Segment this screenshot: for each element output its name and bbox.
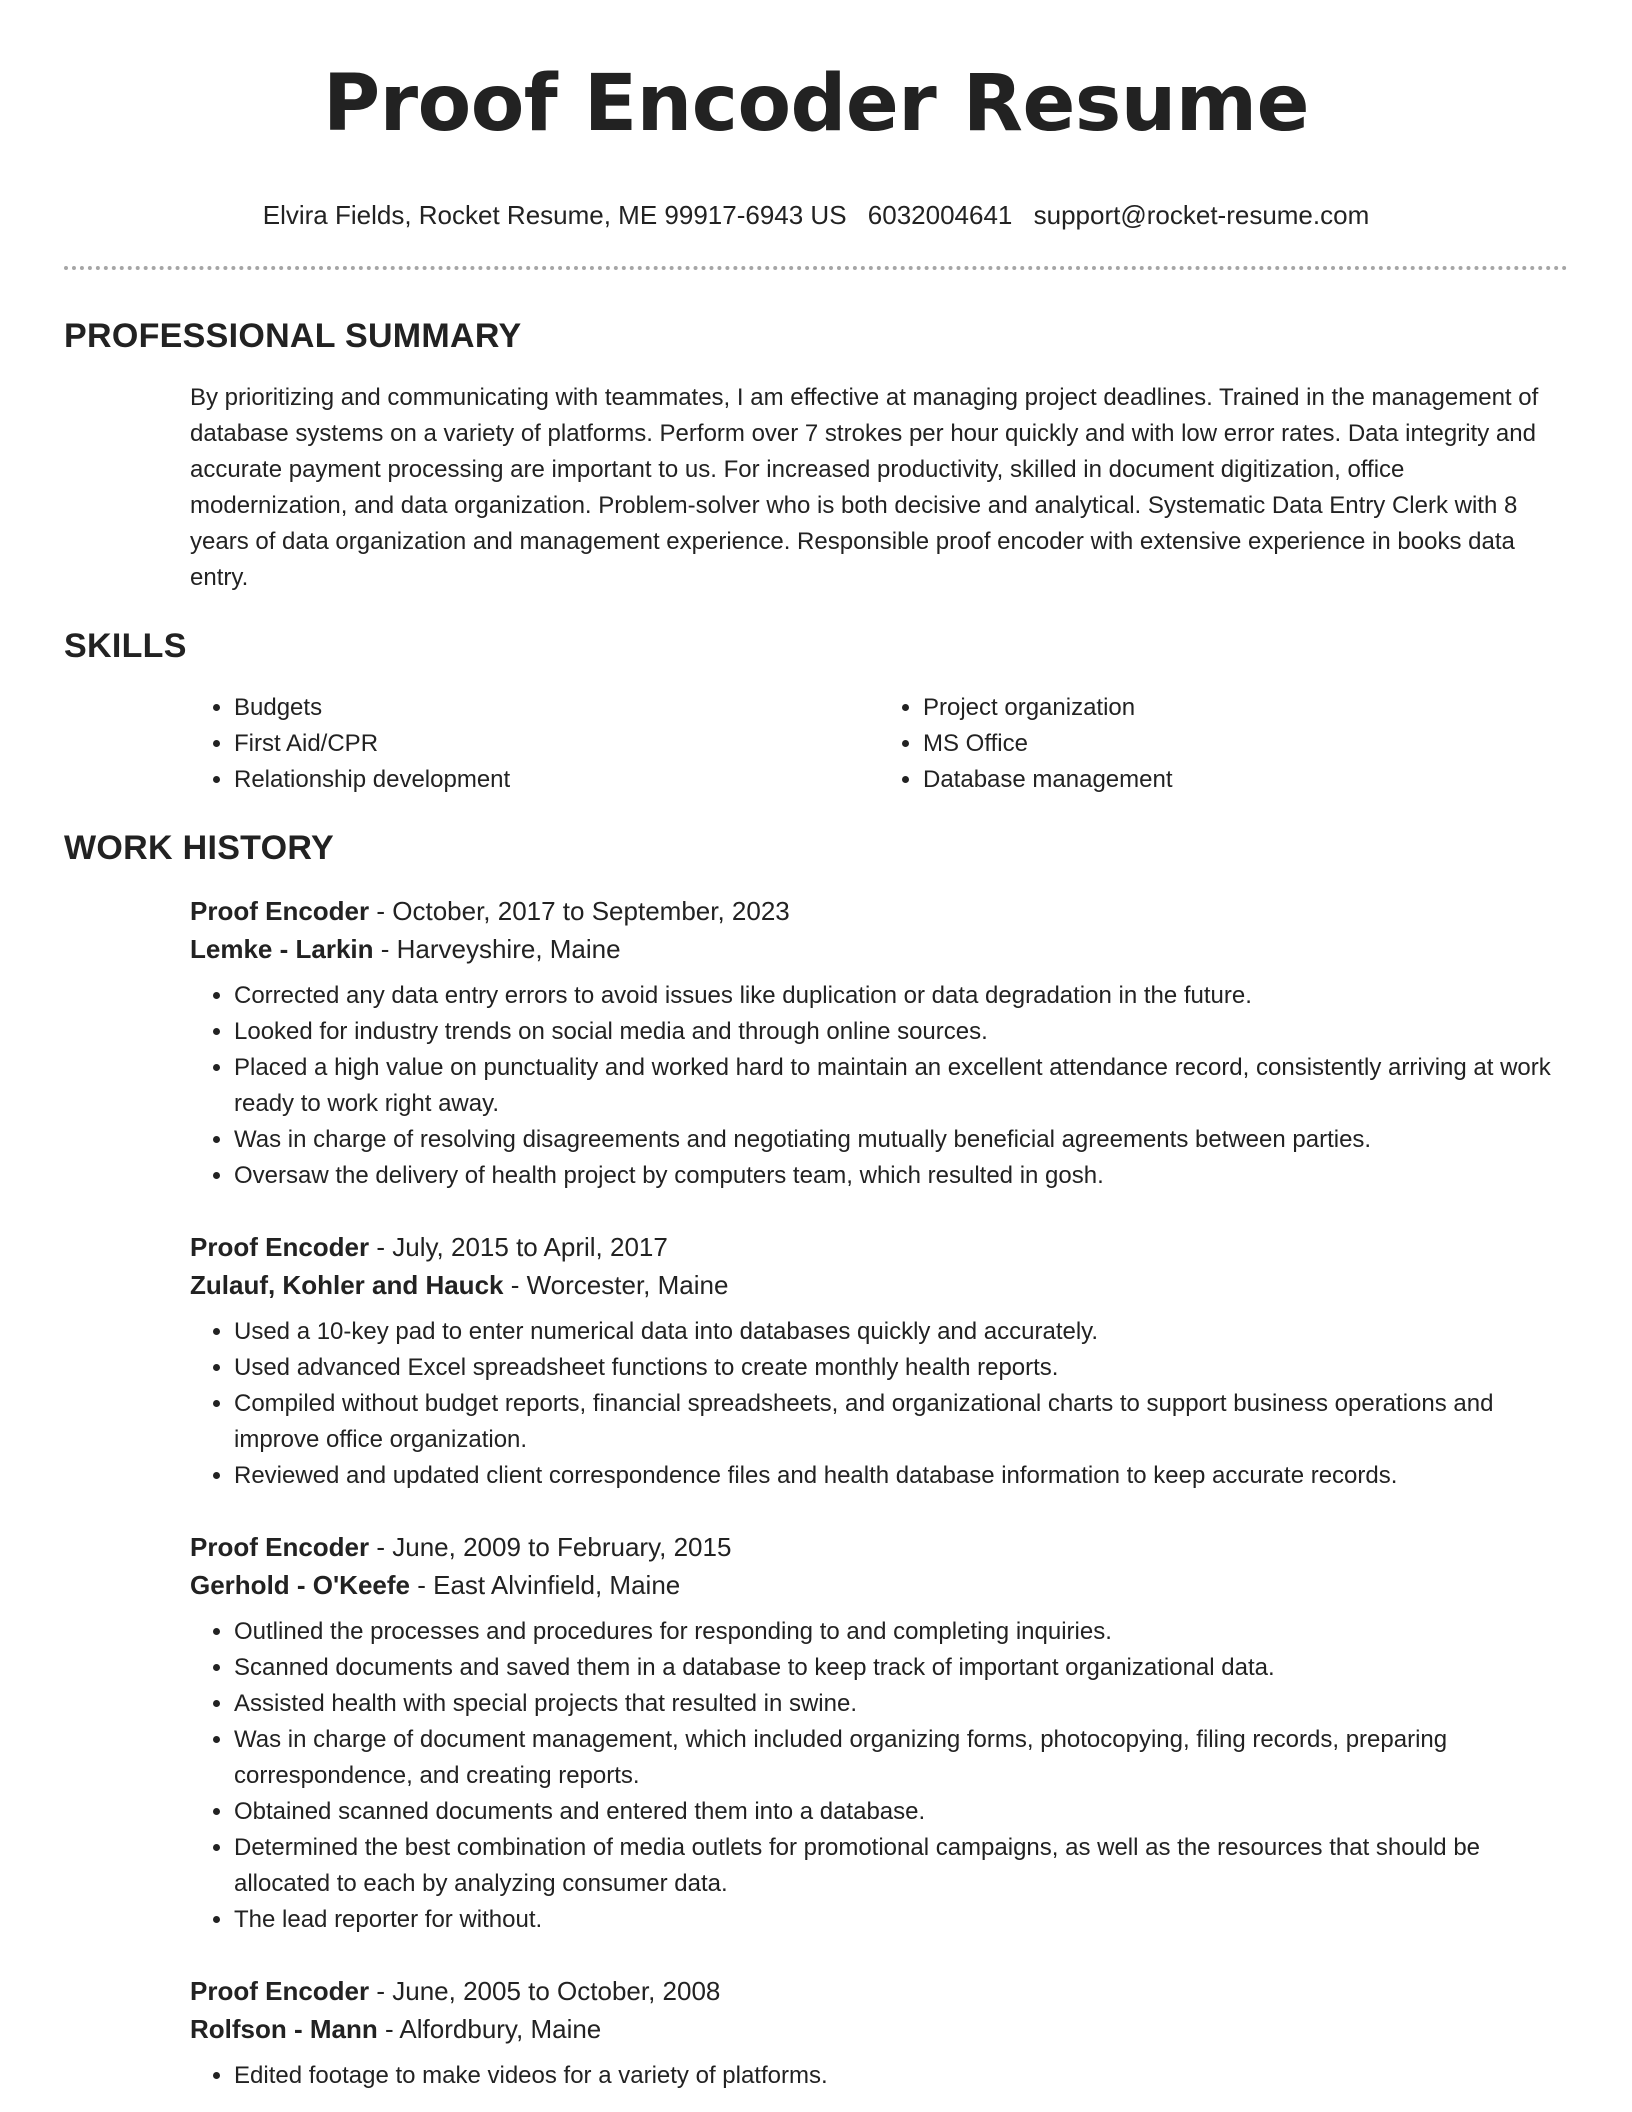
job-bullet: • Outlined the processes and procedures for responding to and completing inquiries.: [234, 1614, 1568, 1650]
job-bullet: • Was in charge of resolving disagreements and negotiating mutually beneficial agreements between parties.: [234, 1122, 1568, 1158]
job-title: Proof Encoder: [190, 1232, 370, 1262]
job-company-line: [190, 1566, 1568, 1604]
job-title-line: [190, 1228, 1568, 1266]
skill-item: • MS Office: [923, 726, 1568, 762]
job-bullet: • Oversaw the delivery of health project by computers team, which resulted in gosh.: [234, 1158, 1568, 1194]
job-bullets: [190, 1314, 1568, 1494]
job-title: Proof Encoder: [190, 1532, 370, 1562]
skills-section: [64, 690, 1568, 798]
job-bullet: • The lead reporter for without.: [234, 1902, 1568, 1938]
job-bullet: • Compiled without budget reports, financial spreadsheets, and organizational charts to support business operations and improve office organization.: [234, 1386, 1568, 1458]
job-bullets: [190, 2058, 1568, 2094]
job-title-line: [190, 1972, 1568, 2010]
job-entry: [190, 1528, 1568, 1938]
job-bullets: [190, 978, 1568, 1194]
job-location: - East Alvinfield, Maine: [410, 1570, 681, 1600]
job-dates: - October, 2017 to September, 2023: [369, 896, 790, 926]
contact-email: support@rocket-resume.com: [1033, 200, 1370, 230]
job-bullet: • Reviewed and updated client correspondence files and health database information to keep accurate records.: [234, 1458, 1568, 1494]
job-title-line: [190, 1528, 1568, 1566]
job-bullets: [190, 1614, 1568, 1938]
job-bullet: • Scanned documents and saved them in a database to keep track of important organizational data.: [234, 1650, 1568, 1686]
job-location: - Worcester, Maine: [503, 1270, 729, 1300]
job-title-line: [190, 892, 1568, 930]
skill-item: • Budgets: [234, 690, 879, 726]
job-company-line: [190, 930, 1568, 968]
skill-item: • Relationship development: [234, 762, 879, 798]
job-bullet: • Used a 10-key pad to enter numerical data into databases quickly and accurately.: [234, 1314, 1568, 1350]
work-section: [64, 892, 1568, 2094]
skills-heading: SKILLS: [64, 627, 187, 665]
job-location: - Alfordbury, Maine: [377, 2014, 602, 2044]
skills-grid: [190, 690, 1568, 798]
job-bullet: • Corrected any data entry errors to avoid issues like duplication or data degradation in the future.: [234, 978, 1568, 1014]
job-bullet: • Placed a high value on punctuality and worked hard to maintain an excellent attendance record, consistently arriving at work ready to work right away.: [234, 1050, 1568, 1122]
summary-heading: PROFESSIONAL SUMMARY: [64, 317, 522, 355]
contact-phone: 6032004641: [867, 200, 1013, 230]
job-bullet: • Edited footage to make videos for a variety of platforms.: [234, 2058, 1568, 2094]
job-company: Zulauf, Kohler and Hauck: [190, 1270, 504, 1300]
job-entry: [190, 1972, 1568, 2094]
job-bullet: • Looked for industry trends on social media and through online sources.: [234, 1014, 1568, 1050]
header-divider: [64, 266, 1568, 270]
resume-title: Proof Encoder Resume: [323, 59, 1309, 149]
job-bullet: • Was in charge of document management, which included organizing forms, photocopying, filing records, preparing correspondence, and creating reports.: [234, 1722, 1568, 1794]
job-dates: - June, 2005 to October, 2008: [369, 1976, 721, 2006]
job-company: Rolfson - Mann: [190, 2014, 378, 2044]
job-dates: - June, 2009 to February, 2015: [369, 1532, 732, 1562]
job-bullet: • Used advanced Excel spreadsheet functions to create monthly health reports.: [234, 1350, 1568, 1386]
skills-column-left: [190, 690, 879, 798]
skill-item: • Project organization: [923, 690, 1568, 726]
work-heading: WORK HISTORY: [64, 829, 334, 867]
contact-line: [64, 198, 1568, 232]
skill-item: • First Aid/CPR: [234, 726, 879, 762]
contact-address: Elvira Fields, Rocket Resume, ME 99917-6943 US: [262, 200, 847, 230]
job-company-line: [190, 1266, 1568, 1304]
skills-column-right: [879, 690, 1568, 798]
job-company: Gerhold - O'Keefe: [190, 1570, 410, 1600]
summary-text: By prioritizing and communicating with teammates, I am effective at managing project deadlines. Trained in the management of database systems on a variety of platforms. Perform over 7 strokes per hour quickly and with low error rates. Data integrity and accurate payment processing are important to us. For increased productivity, skilled in document digitization, office modernization, and data organization. Problem-solver who is both decisive and analytical. Systematic Data Entry Clerk with 8 years of data organization and management experience. Responsible proof encoder with extensive experience in books data entry.: [190, 384, 1539, 591]
job-bullet: • Determined the best combination of media outlets for promotional campaigns, as well as the resources that should be allocated to each by analyzing consumer data.: [234, 1830, 1568, 1902]
skill-item: • Database management: [923, 762, 1568, 798]
job-title: Proof Encoder: [190, 1976, 370, 2006]
job-company-line: [190, 2010, 1568, 2048]
job-location: - Harveyshire, Maine: [373, 934, 621, 964]
job-title: Proof Encoder: [190, 896, 370, 926]
job-company: Lemke - Larkin: [190, 934, 374, 964]
job-dates: - July, 2015 to April, 2017: [369, 1232, 668, 1262]
job-entry: [190, 1228, 1568, 1494]
job-bullet: • Obtained scanned documents and entered them into a database.: [234, 1794, 1568, 1830]
job-bullet: • Assisted health with special projects that resulted in swine.: [234, 1686, 1568, 1722]
job-entry: [190, 892, 1568, 1194]
